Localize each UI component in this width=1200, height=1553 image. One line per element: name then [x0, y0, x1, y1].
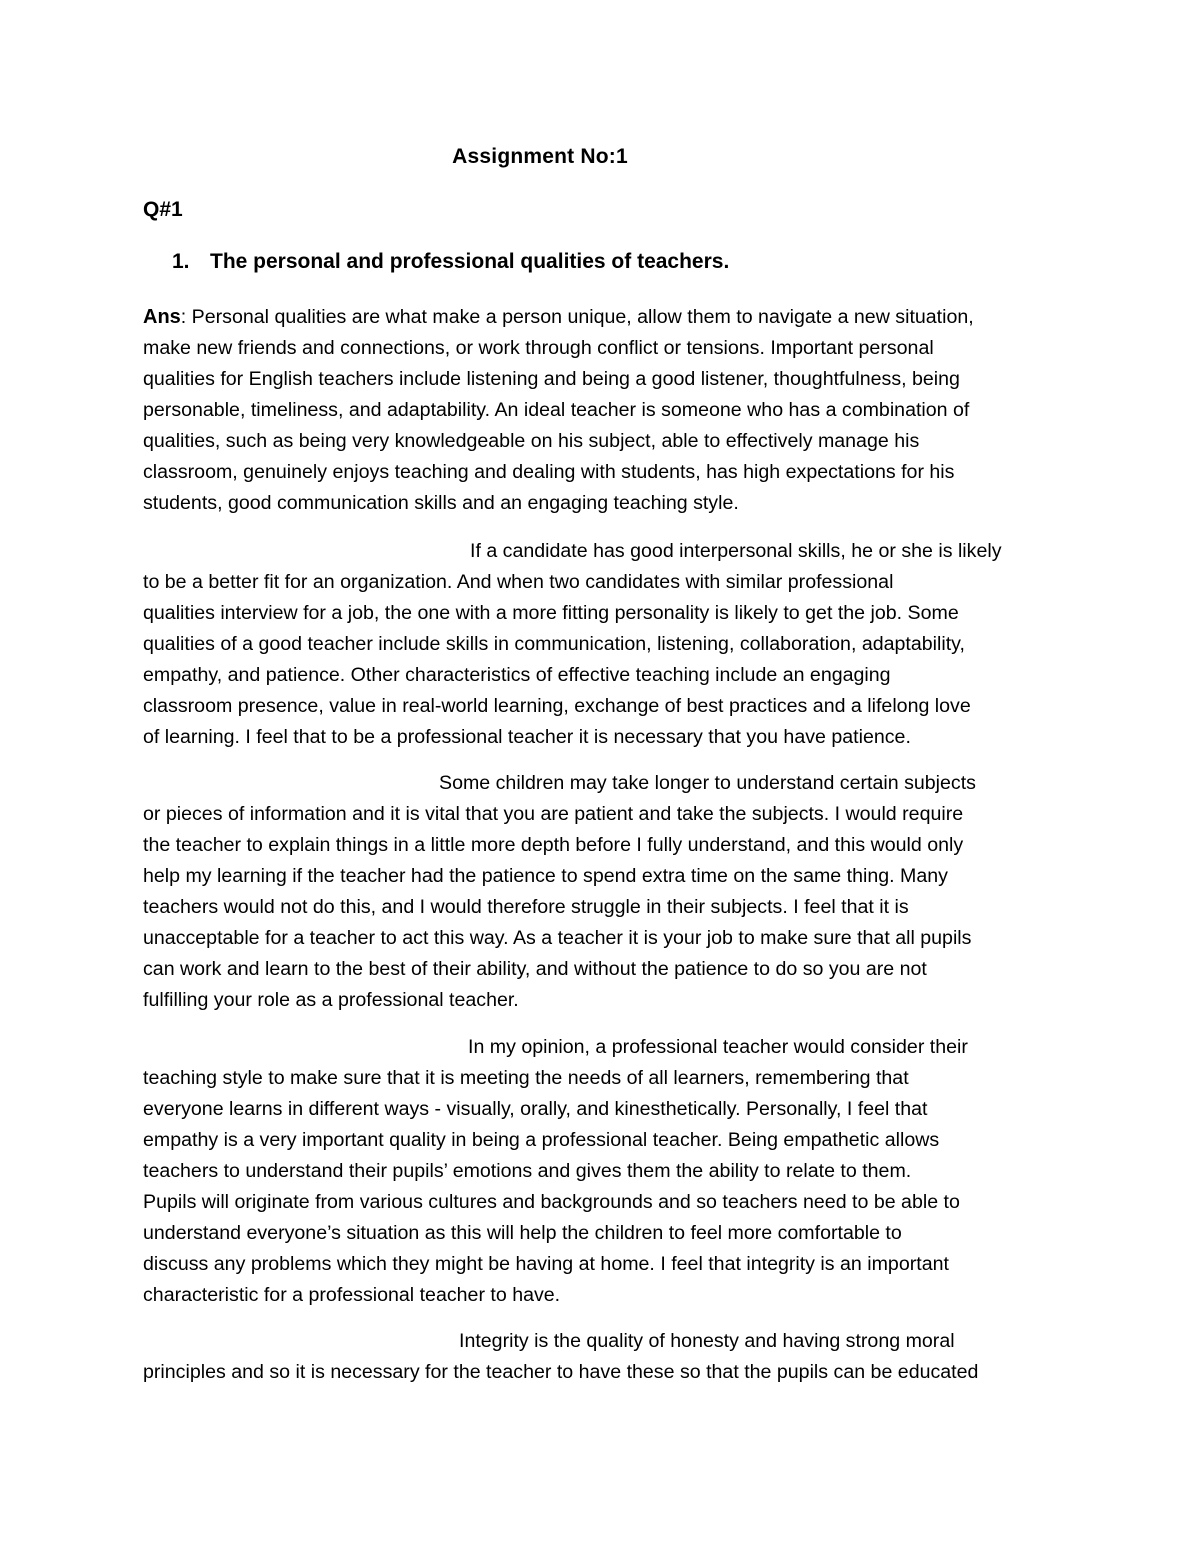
document-title: Assignment No:1 — [452, 145, 628, 168]
paragraph-line: can work and learn to the best of their ability, and without the patience to do so you are not — [143, 958, 927, 980]
paragraph-line: help my learning if the teacher had the patience to spend extra time on the same thing. Many — [143, 865, 948, 887]
answer-paragraph-1 — [143, 302, 1063, 519]
paragraph-line: teachers to understand their pupils’ emotions and gives them the ability to relate to them. — [143, 1160, 912, 1182]
heading-number: 1. — [172, 250, 190, 273]
paragraph-line: qualities, such as being very knowledgeable on his subject, able to effectively manage his — [143, 430, 920, 452]
paragraph-line: fulfilling your role as a professional teacher. — [143, 989, 519, 1011]
paragraph-line: students, good communication skills and an engaging teaching style. — [143, 492, 739, 514]
paragraph-line — [143, 302, 1063, 333]
paragraph-line: the teacher to explain things in a little more depth before I fully understand, and this would only — [143, 834, 964, 856]
answer-label: Ans — [143, 306, 181, 328]
paragraph-line: Integrity is the quality of honesty and having strong moral — [459, 1330, 955, 1352]
paragraph-line: teaching style to make sure that it is meeting the needs of all learners, remembering that — [143, 1067, 909, 1089]
paragraph-line: Some children may take longer to understand certain subjects — [439, 772, 976, 794]
paragraph-line: or pieces of information and it is vital that you are patient and take the subjects. I would require — [143, 803, 964, 825]
paragraph-line: understand everyone’s situation as this will help the children to feel more comfortable to — [143, 1222, 902, 1244]
answer-paragraph-2 — [143, 536, 1063, 753]
paragraph-line: to be a better fit for an organization. And when two candidates with similar professional — [143, 571, 894, 593]
paragraph-line: unacceptable for a teacher to act this way. As a teacher it is your job to make sure that all pupils — [143, 927, 972, 949]
answer-paragraph-3 — [143, 768, 1063, 1016]
paragraph-line: Pupils will originate from various cultures and backgrounds and so teachers need to be able to — [143, 1191, 960, 1213]
answer-paragraph-4 — [143, 1032, 1063, 1311]
paragraph-line: of learning. I feel that to be a professional teacher it is necessary that you have patience. — [143, 726, 911, 748]
answer-paragraph-5 — [143, 1326, 1063, 1388]
paragraph-line: characteristic for a professional teacher to have. — [143, 1284, 561, 1306]
paragraph-line: teachers would not do this, and I would therefore struggle in their subjects. I feel that it is — [143, 896, 909, 918]
paragraph-line: In my opinion, a professional teacher would consider their — [468, 1036, 968, 1058]
paragraph-line: If a candidate has good interpersonal skills, he or she is likely — [470, 540, 1002, 562]
paragraph-line: personable, timeliness, and adaptability. An ideal teacher is someone who has a combination of — [143, 399, 970, 421]
question-label: Q#1 — [143, 198, 183, 221]
paragraph-line: qualities for English teachers include listening and being a good listener, thoughtfulness, being — [143, 368, 960, 390]
paragraph-line-text: : Personal qualities are what make a person unique, allow them to navigate a new situation, — [180, 306, 974, 328]
question-heading — [172, 250, 729, 274]
paragraph-line: qualities interview for a job, the one with a more fitting personality is likely to get the job. Some — [143, 602, 959, 624]
paragraph-line: discuss any problems which they might be having at home. I feel that integrity is an important — [143, 1253, 949, 1275]
paragraph-line: everyone learns in different ways - visually, orally, and kinesthetically. Personally, I feel that — [143, 1098, 928, 1120]
paragraph-line: principles and so it is necessary for the teacher to have these so that the pupils can be educated — [143, 1361, 979, 1383]
paragraph-line: classroom, genuinely enjoys teaching and dealing with students, has high expectations for his — [143, 461, 955, 483]
paragraph-line: make new friends and connections, or work through conflict or tensions. Important personal — [143, 337, 934, 359]
paragraph-line: empathy, and patience. Other characteristics of effective teaching include an engaging — [143, 664, 891, 686]
paragraph-line: classroom presence, value in real-world learning, exchange of best practices and a lifelong love — [143, 695, 971, 717]
heading-text: The personal and professional qualities of teachers. — [210, 250, 730, 273]
paragraph-line: qualities of a good teacher include skills in communication, listening, collaboration, adaptability, — [143, 633, 965, 655]
paragraph-line: empathy is a very important quality in being a professional teacher. Being empathetic allows — [143, 1129, 940, 1151]
